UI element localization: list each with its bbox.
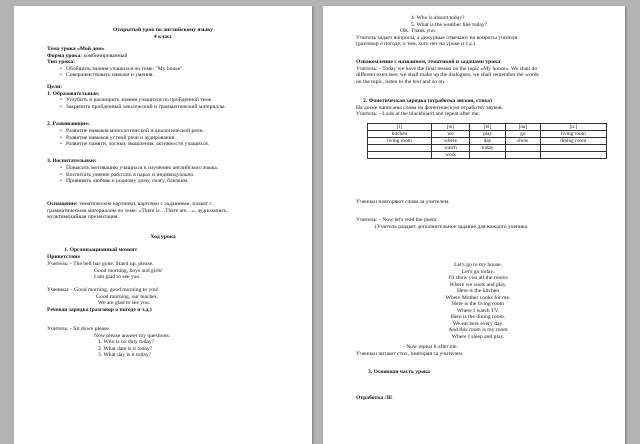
table-cell: play: [470, 131, 506, 138]
question-2: 2. What date is it today?: [98, 345, 153, 352]
repeat-after-me: - Now repeat it after me.: [403, 344, 458, 350]
table-cell: watch: [431, 145, 469, 152]
poem-line: And this room is my room: [448, 327, 508, 333]
pupils-greeting-2: Good morning, our teacher,: [96, 293, 158, 300]
dev-item-3: • Развитие памяти, логики, мышления, активности учащихся.: [60, 141, 210, 147]
edu-goals-label: 1. Образовательные:: [47, 90, 100, 97]
table-cell: living room: [540, 131, 606, 138]
teacher-poem-line-2: (Учитель раздает дополнительное задание для каждого ученика: [375, 223, 528, 230]
course-heading: Ход урока: [150, 234, 176, 240]
table-cell: [368, 145, 432, 152]
speech-warmup-heading: Речевая зарядка (разговор о погоде и т.д.): [47, 307, 152, 313]
type-item-1: • Обобщить знания учащихся по теме: "My house".: [60, 65, 184, 72]
upb-item-1: • Повысить мотивацию учащихся к изучению английского языка.: [60, 165, 219, 171]
table-cell: [368, 152, 432, 159]
question-4: 4. Who is absent today?: [411, 15, 465, 21]
teacher-asks-line-1: Учитель задает вопросы, а дежурные отвечают на вопросы учителя: [356, 34, 518, 41]
poem-line: Where Mother cooks for me.: [445, 294, 511, 301]
table-cell: show: [506, 138, 541, 145]
table-cell: [əu]: [506, 124, 541, 131]
type-label: Тип урока:: [47, 59, 75, 65]
vocab-practice-heading: Отработка ЛЕ: [356, 395, 393, 401]
edu-item-2: • Закрепить пройденный лексический и грамматический материалы.: [60, 103, 226, 110]
goals-label: Цели:: [47, 84, 63, 90]
equipment-line-1: Оснащение: тематические картинки, карточки с заданиями, плакат с: [47, 201, 212, 207]
teacher-poem-line-1: Учитель: - Now let's read the poem.: [356, 217, 438, 223]
teacher-greeting-2: Good morning, boys and girls!: [94, 267, 163, 274]
question-1: 1. Who is on duty today?: [98, 339, 155, 345]
poem-line: Where we work and play.: [449, 281, 507, 288]
table-cell: [w]: [431, 124, 469, 131]
table-row: [368, 145, 607, 152]
type-item-2: • Совершенствовать навыки и умения.: [60, 72, 154, 78]
table-cell: work: [431, 152, 469, 159]
poem-line: I'll show you all the rooms: [448, 275, 508, 281]
equipment-line-2: грамматическим материалом по теме: «There is…There are…», аудиозапись,: [47, 207, 228, 214]
phonetics-table: [367, 123, 607, 159]
poem-line: We eat here every day.: [452, 320, 504, 327]
intro-line-2: different exercises: we shall make up the dialogues, we shall remember the words: [356, 72, 539, 78]
table-cell: [u:]: [540, 124, 606, 131]
phonetics-heading: 2. Фонетическая зарядка (отработка звуков, стиха): [363, 98, 492, 104]
table-row: [368, 131, 607, 138]
table-row: [368, 152, 607, 159]
table-cell: dining room: [540, 138, 606, 145]
poem-line: Let's go to my house.: [454, 262, 502, 268]
intro-line-1: Учитель: - Today we have the final lesson on the topic «My house». We shall do: [356, 65, 538, 72]
topic-label: Тема урока «Мой дом»: [47, 46, 105, 52]
table-cell: [506, 145, 541, 152]
greeting-heading: Приветствие: [47, 254, 80, 260]
pupils-repeat: Ученики повторяют слова за учителем.: [356, 199, 450, 205]
teacher-questions-intro: Now please answer my questions:: [94, 332, 171, 339]
ok-thanks: OK. Thank you: [400, 28, 435, 34]
lesson-grade: 4 класс: [153, 33, 173, 40]
poem-line: Here is the dining room.: [450, 314, 506, 320]
table-row: [368, 124, 607, 131]
edu-item-1: • Углубить и расширить знания учащихся по пройденной теме.: [60, 97, 213, 103]
lesson-title: Открытый урок по английскому языку: [112, 27, 214, 33]
document-page-right: [323, 6, 625, 444]
table-cell: go: [506, 131, 541, 138]
table-cell: [540, 145, 606, 152]
poem-line: Where I watch TV.: [456, 307, 500, 314]
intro-line-3: on the topic, listen to the text and so on.: [356, 78, 446, 85]
table-cell: day: [470, 138, 506, 145]
table-cell: [i]: [368, 124, 432, 131]
equipment-line-3: мультимедийная презентация.: [47, 214, 119, 220]
table-cell: living room: [368, 138, 432, 145]
dev-item-1: • Развитие навыков монологической и диалогической речи.: [60, 128, 204, 134]
table-cell: we: [431, 131, 469, 138]
upb-item-3: • Прививать любовь к родному дому, очагу, близким.: [60, 178, 189, 184]
dev-goals-label: 2. Развивающие:: [47, 121, 90, 127]
pupils-greeting: Ученики: - Good morning, good morning to you!: [47, 287, 159, 293]
table-cell: kitchen: [368, 131, 432, 138]
table-cell: [506, 152, 541, 159]
document-page-left: [14, 6, 312, 444]
teacher-greeting-3: I am glad to see you.: [94, 274, 141, 280]
dev-item-2: • Развитие навыков устной речи и аудирования.: [60, 134, 176, 141]
table-row: [368, 138, 607, 145]
poem-line: Let's go today.: [461, 268, 495, 275]
intro-heading: Ознакомление с названием, тематикой и задачами урока: [356, 59, 501, 65]
pupils-greeting-3: We are glad to see you.: [98, 300, 151, 306]
form-line: Форма урока: комбинированный: [47, 52, 128, 59]
poem-line: Where I sleep and play.: [451, 333, 505, 340]
teacher-sitdown: Учитель: - Sit down please.: [47, 326, 111, 332]
table-cell: where: [431, 138, 469, 145]
table-cell: [470, 152, 506, 159]
teacher-asks-line-2: (разговор о погоде, о том, кого нет на уроке и т.д.): [356, 41, 475, 47]
phonetics-line-1: На доске написаны слова на фонетическую отработку звуков.: [356, 104, 503, 111]
table-cell: today: [470, 145, 506, 152]
phonetics-line-2: Учитель: - Look at the blackboard and repeat after me.: [356, 111, 480, 117]
upb-goals-label: 3. Воспитательные:: [47, 158, 97, 164]
poem-line: Here is the kitchen: [456, 288, 500, 294]
poem-line: Here is the living room: [452, 301, 504, 307]
teacher-greeting: Учитель: - The bell has gone. Stand up, please.: [47, 261, 154, 267]
org-heading: 1. Организационный момент: [64, 247, 138, 253]
table-cell: [540, 152, 606, 159]
main-part-heading: 3. Основная часть урока: [368, 369, 430, 375]
pupils-read-poem: Ученики читают стих, повторяя за учителем.: [356, 350, 464, 357]
upb-item-2: • Воспитать умение работать в парах и индивидуально.: [60, 171, 195, 178]
question-3: 3. What day is it today?: [98, 352, 152, 358]
table-cell: [ei]: [470, 124, 506, 131]
question-5: 5. What is the weather like today?: [411, 21, 488, 28]
